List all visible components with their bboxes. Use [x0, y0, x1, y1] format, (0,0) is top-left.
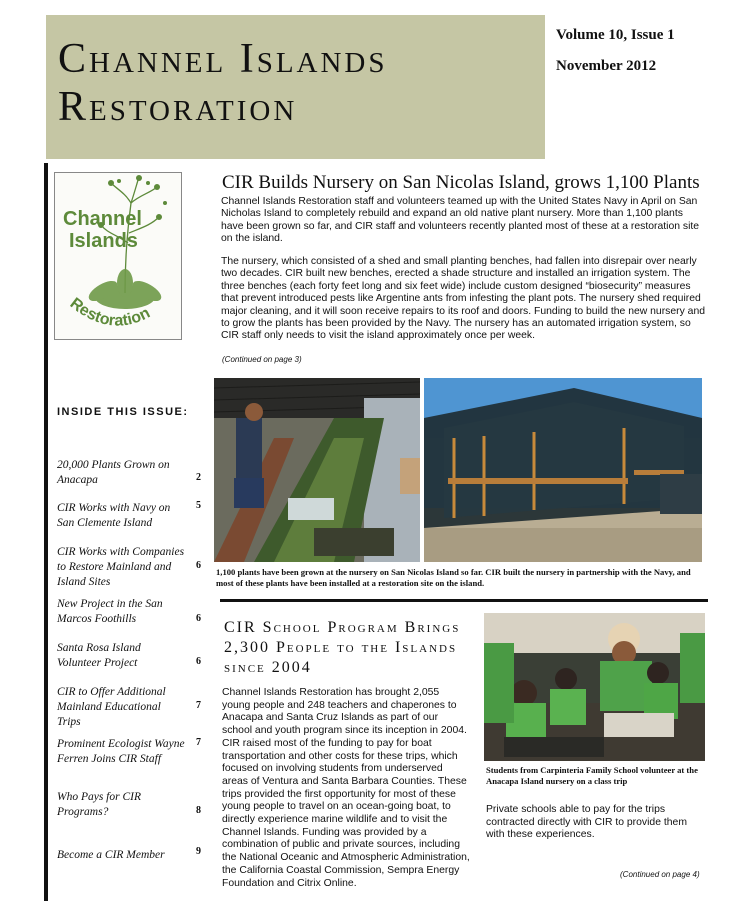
- article2-headline: CIR School Program Brings 2,300 People to the Islands since 2004: [224, 619, 461, 676]
- inside-this-issue-heading: INSIDE THIS ISSUE:: [57, 406, 189, 418]
- article-divider: [220, 599, 708, 602]
- masthead-title-line2: Restoration: [58, 84, 298, 130]
- toc-item-page: 6: [196, 560, 201, 571]
- toc-item-title[interactable]: 20,000 Plants Grown on Anacapa: [57, 459, 170, 486]
- masthead-banner: [46, 15, 545, 159]
- nursery-photo-shade-structure: [424, 378, 702, 562]
- toc-item-page: 6: [196, 656, 201, 667]
- toc-item-title[interactable]: Who Pays for CIR Programs?: [57, 791, 142, 818]
- article1-headline: CIR Builds Nursery on San Nicolas Island, grows 1,100 Plants: [222, 172, 700, 193]
- article1-paragraph: The nursery, which consisted of a shed and small planting benches, had fallen into disrepair over nearly two decades. CIR built new benches, erected a shade structure and installed an irrigation system. The three benches (each forty feet long and six feet wide) include custom designed “biosecurity” measures that prevent introduced pests like Argentine ants from infesting the plant pots. The nursery shed required major cleaning, and it will soon receive repairs to its roof and doors. Funding to build the new nursery and to grow the plants has been provided by the Navy. The nursery has an automated irrigation system, so CIR staff only needs to visit the island approximately once per week.: [221, 256, 706, 342]
- toc-item-page: 9: [196, 846, 201, 857]
- article1-paragraph: Channel Islands Restoration staff and volunteers teamed up with the United States Navy in April on San Nicholas Island to completely rebuild and expand an old native plant nursery. More than 1,100 plants have been grown so far, and CIR staff and volunteers recently planted most of these at a restoration site on the island.: [221, 196, 700, 245]
- students-photo-caption: Students from Carpinteria Family School volunteer at the Anacapa Island nursery on a class trip: [486, 765, 698, 786]
- toc-item-title[interactable]: New Project in the San Marcos Foothills: [57, 598, 163, 625]
- toc-item-title[interactable]: Santa Rosa Island Volunteer Project: [57, 642, 141, 669]
- sidebar-rule: [44, 163, 48, 901]
- toc-item-page: 7: [196, 700, 201, 711]
- masthead-title-line1: Channel Islands: [58, 36, 388, 82]
- toc-item-page: 7: [196, 737, 201, 748]
- article2-paragraph: Channel Islands Restoration has brought 2,055 young people and 248 teachers and chaperones to Anacapa and Santa Cruz Islands as part of our school and youth program since its inception in 2004. CIR raised most of the funding to pay for boat transportation and other costs for these trips, which focused on involving students from underserved areas of Ventura and Santa Barbara Counties. These trips provided the first opportunity for most of these young people to travel on an ocean-going boat, to directly experience marine wildlife and to visit the Channel Islands. Funding was provided by a combination of public and private sources, including the National Oceanic and Atmospheric Administration, the California Coastal Commission, Sempra Energy Foundation and Citrix Online.: [222, 687, 470, 889]
- issue-volume: Volume 10, Issue 1: [556, 27, 675, 43]
- logo-text-channel: Channel: [63, 208, 142, 230]
- students-photo: [484, 613, 705, 761]
- toc-item-title[interactable]: Prominent Ecologist Wayne Ferren Joins CIR Staff: [57, 738, 185, 765]
- logo-text-restoration: Restoration: [66, 294, 153, 330]
- cir-logo: [54, 172, 182, 340]
- logo-text-islands: Islands: [69, 230, 138, 252]
- toc-item-title[interactable]: CIR Works with Navy on San Clemente Island: [57, 502, 171, 529]
- issue-date: November 2012: [556, 58, 657, 74]
- nursery-photo-caption: 1,100 plants have been grown at the nursery on San Nicolas Island so far. CIR built the nursery in partnership with the Navy, and most of these plants have been installed at a restoration site on the island.: [216, 567, 691, 588]
- toc-item-page: 6: [196, 613, 201, 624]
- article2-paragraph-right: Private schools able to pay for the trips contracted directly with CIR to provide them with these experiences.: [486, 804, 687, 841]
- toc-item-title[interactable]: CIR to Offer Additional Mainland Educational Trips: [57, 686, 166, 728]
- toc-item-page: 2: [196, 472, 201, 483]
- toc-item-page: 8: [196, 805, 201, 816]
- nursery-photo-interior: [214, 378, 420, 562]
- toc-item-page: 5: [196, 500, 201, 511]
- article2-continued-note: (Continued on page 4): [620, 870, 700, 879]
- toc-item-title[interactable]: CIR Works with Companies to Restore Mainland and Island Sites: [57, 546, 185, 588]
- article1-continued-note: (Continued on page 3): [222, 355, 302, 364]
- toc-item-title[interactable]: Become a CIR Member: [57, 849, 165, 861]
